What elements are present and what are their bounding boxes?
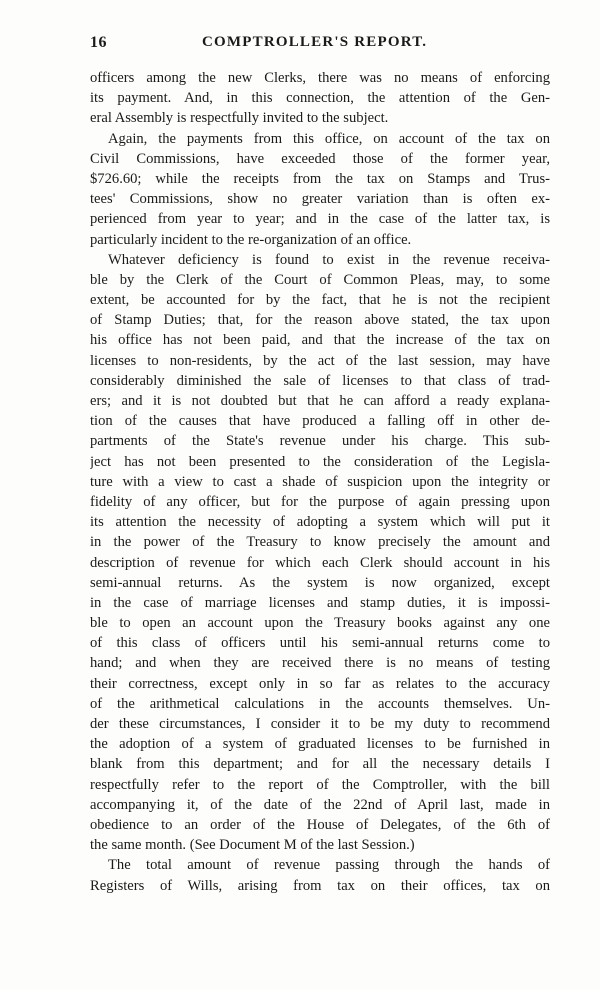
text-line: its attention the necessity of adopting a system which will put it: [90, 514, 550, 531]
text-line: ject has not been presented to the consideration of the Legisla-: [90, 453, 550, 470]
text-line: the adoption of a system of graduated licenses to be furnished in: [90, 736, 550, 753]
text-line: ble to open an account upon the Treasury books against any one: [90, 615, 550, 632]
text-line: the same month. (See Document M of the last Session.): [90, 837, 415, 854]
text-line: partments of the State's revenue under his charge. This sub-: [90, 433, 550, 450]
text-line: Civil Commissions, have exceeded those of the former year,: [90, 150, 550, 167]
text-line: accompanying it, of the date of the 22nd of April last, made in: [90, 796, 550, 813]
page-header: [90, 34, 550, 58]
running-title: COMPTROLLER'S REPORT.: [202, 34, 428, 50]
text-line: Registers of Wills, arising from tax on their offices, tax on: [90, 877, 550, 894]
text-line: eral Assembly is respectfully invited to the subject.: [90, 110, 389, 127]
text-line: of this class of officers until his semi-annual returns come to: [90, 635, 550, 652]
text-line: his office has not been paid, and that the increase of the tax on: [90, 332, 550, 349]
text-line: tion of the causes that have produced a falling off in other de-: [90, 413, 550, 430]
text-line: obedience to an order of the House of Delegates, of the 6th of: [90, 816, 550, 833]
text-line: licenses to non-residents, by the act of the last session, may have: [90, 352, 550, 369]
text-line: blank from this department; and for all the necessary details I: [90, 756, 550, 773]
text-line: in the case of marriage licenses and stamp duties, it is impossi-: [90, 594, 550, 611]
text-line: fidelity of any officer, but for the purpose of again pressing upon: [90, 493, 550, 510]
text-line: extent, be accounted for by the fact, that he is not the recipient: [90, 292, 550, 309]
text-line: perienced from year to year; and in the case of the latter tax, is: [90, 211, 550, 228]
body-text: [90, 68, 550, 896]
text-line: of Stamp Duties; that, for the reason above stated, the tax upon: [90, 312, 550, 329]
text-line: der these circumstances, I consider it to be my duty to recommend: [90, 716, 550, 732]
text-line: The total amount of revenue passing through the hands of: [108, 857, 550, 874]
text-line: its payment. And, in this connection, the attention of the Gen-: [90, 90, 550, 107]
text-line: semi-annual returns. As the system is now organized, except: [90, 574, 550, 591]
text-line: description of revenue for which each Clerk should account in his: [90, 554, 550, 571]
text-line: ture with a view to cast a shade of suspicion upon the integrity or: [90, 473, 550, 490]
text-line: Again, the payments from this office, on account of the tax on: [108, 130, 550, 147]
text-line: particularly incident to the re-organization of an office.: [90, 231, 412, 248]
text-line: ble by the Clerk of the Court of Common Pleas, may, to some: [90, 271, 550, 288]
text-line: respectfully refer to the report of the Comptroller, with the bill: [90, 776, 550, 793]
text-line: Whatever deficiency is found to exist in the revenue receiva-: [108, 251, 550, 268]
text-line: hand; and when they are received there is no means of testing: [90, 655, 550, 672]
text-line: ers; and it is not doubted but that he can afford a ready explana-: [90, 393, 550, 409]
text-line: considerably diminished the sale of licenses to that class of trad-: [90, 372, 550, 389]
text-line: their correctness, except only in so far as relates to the accuracy: [90, 675, 550, 692]
text-line: of the arithmetical calculations in the accounts themselves. Un-: [90, 695, 550, 712]
text-line: in the power of the Treasury to know precisely the amount and: [90, 534, 550, 551]
text-line: tees' Commissions, show no greater variation than is often ex-: [90, 191, 550, 208]
page-number: 16: [90, 34, 107, 51]
text-line: officers among the new Clerks, there was no means of enforcing: [90, 70, 550, 86]
text-line: $726.60; while the receipts from the tax on Stamps and Trus-: [90, 170, 550, 187]
